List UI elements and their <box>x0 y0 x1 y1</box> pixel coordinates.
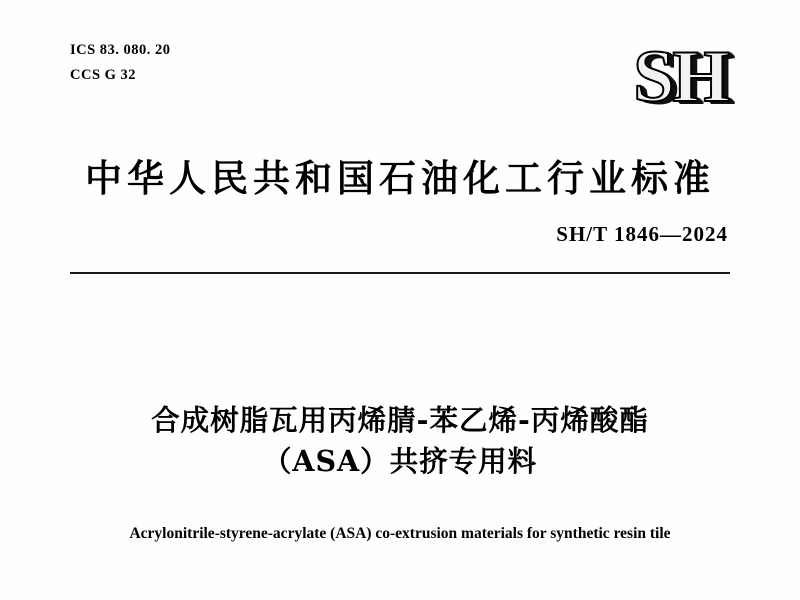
document-title-english: Acrylonitrile-styrene-acrylate (ASA) co-extrusion materials for synthetic resin tile <box>129 525 671 542</box>
standard-organization-title: 中华人民共和国石油化工行业标准 <box>85 156 715 200</box>
header-divider <box>70 272 730 274</box>
ics-code: ICS 83. 080. 20 <box>70 42 171 58</box>
standard-number: SH/T 1846—2024 <box>556 222 728 246</box>
document-title-line2: （ASA）共挤专用料 <box>262 444 538 479</box>
sh-emblem-logo: SH <box>633 36 728 118</box>
classification-codes <box>70 38 171 89</box>
document-title-line1: 合成树脂瓦用丙烯腈-苯乙烯-丙烯酸酯 <box>151 403 649 437</box>
document-title <box>70 400 730 483</box>
ccs-code: CCS G 32 <box>70 67 137 84</box>
